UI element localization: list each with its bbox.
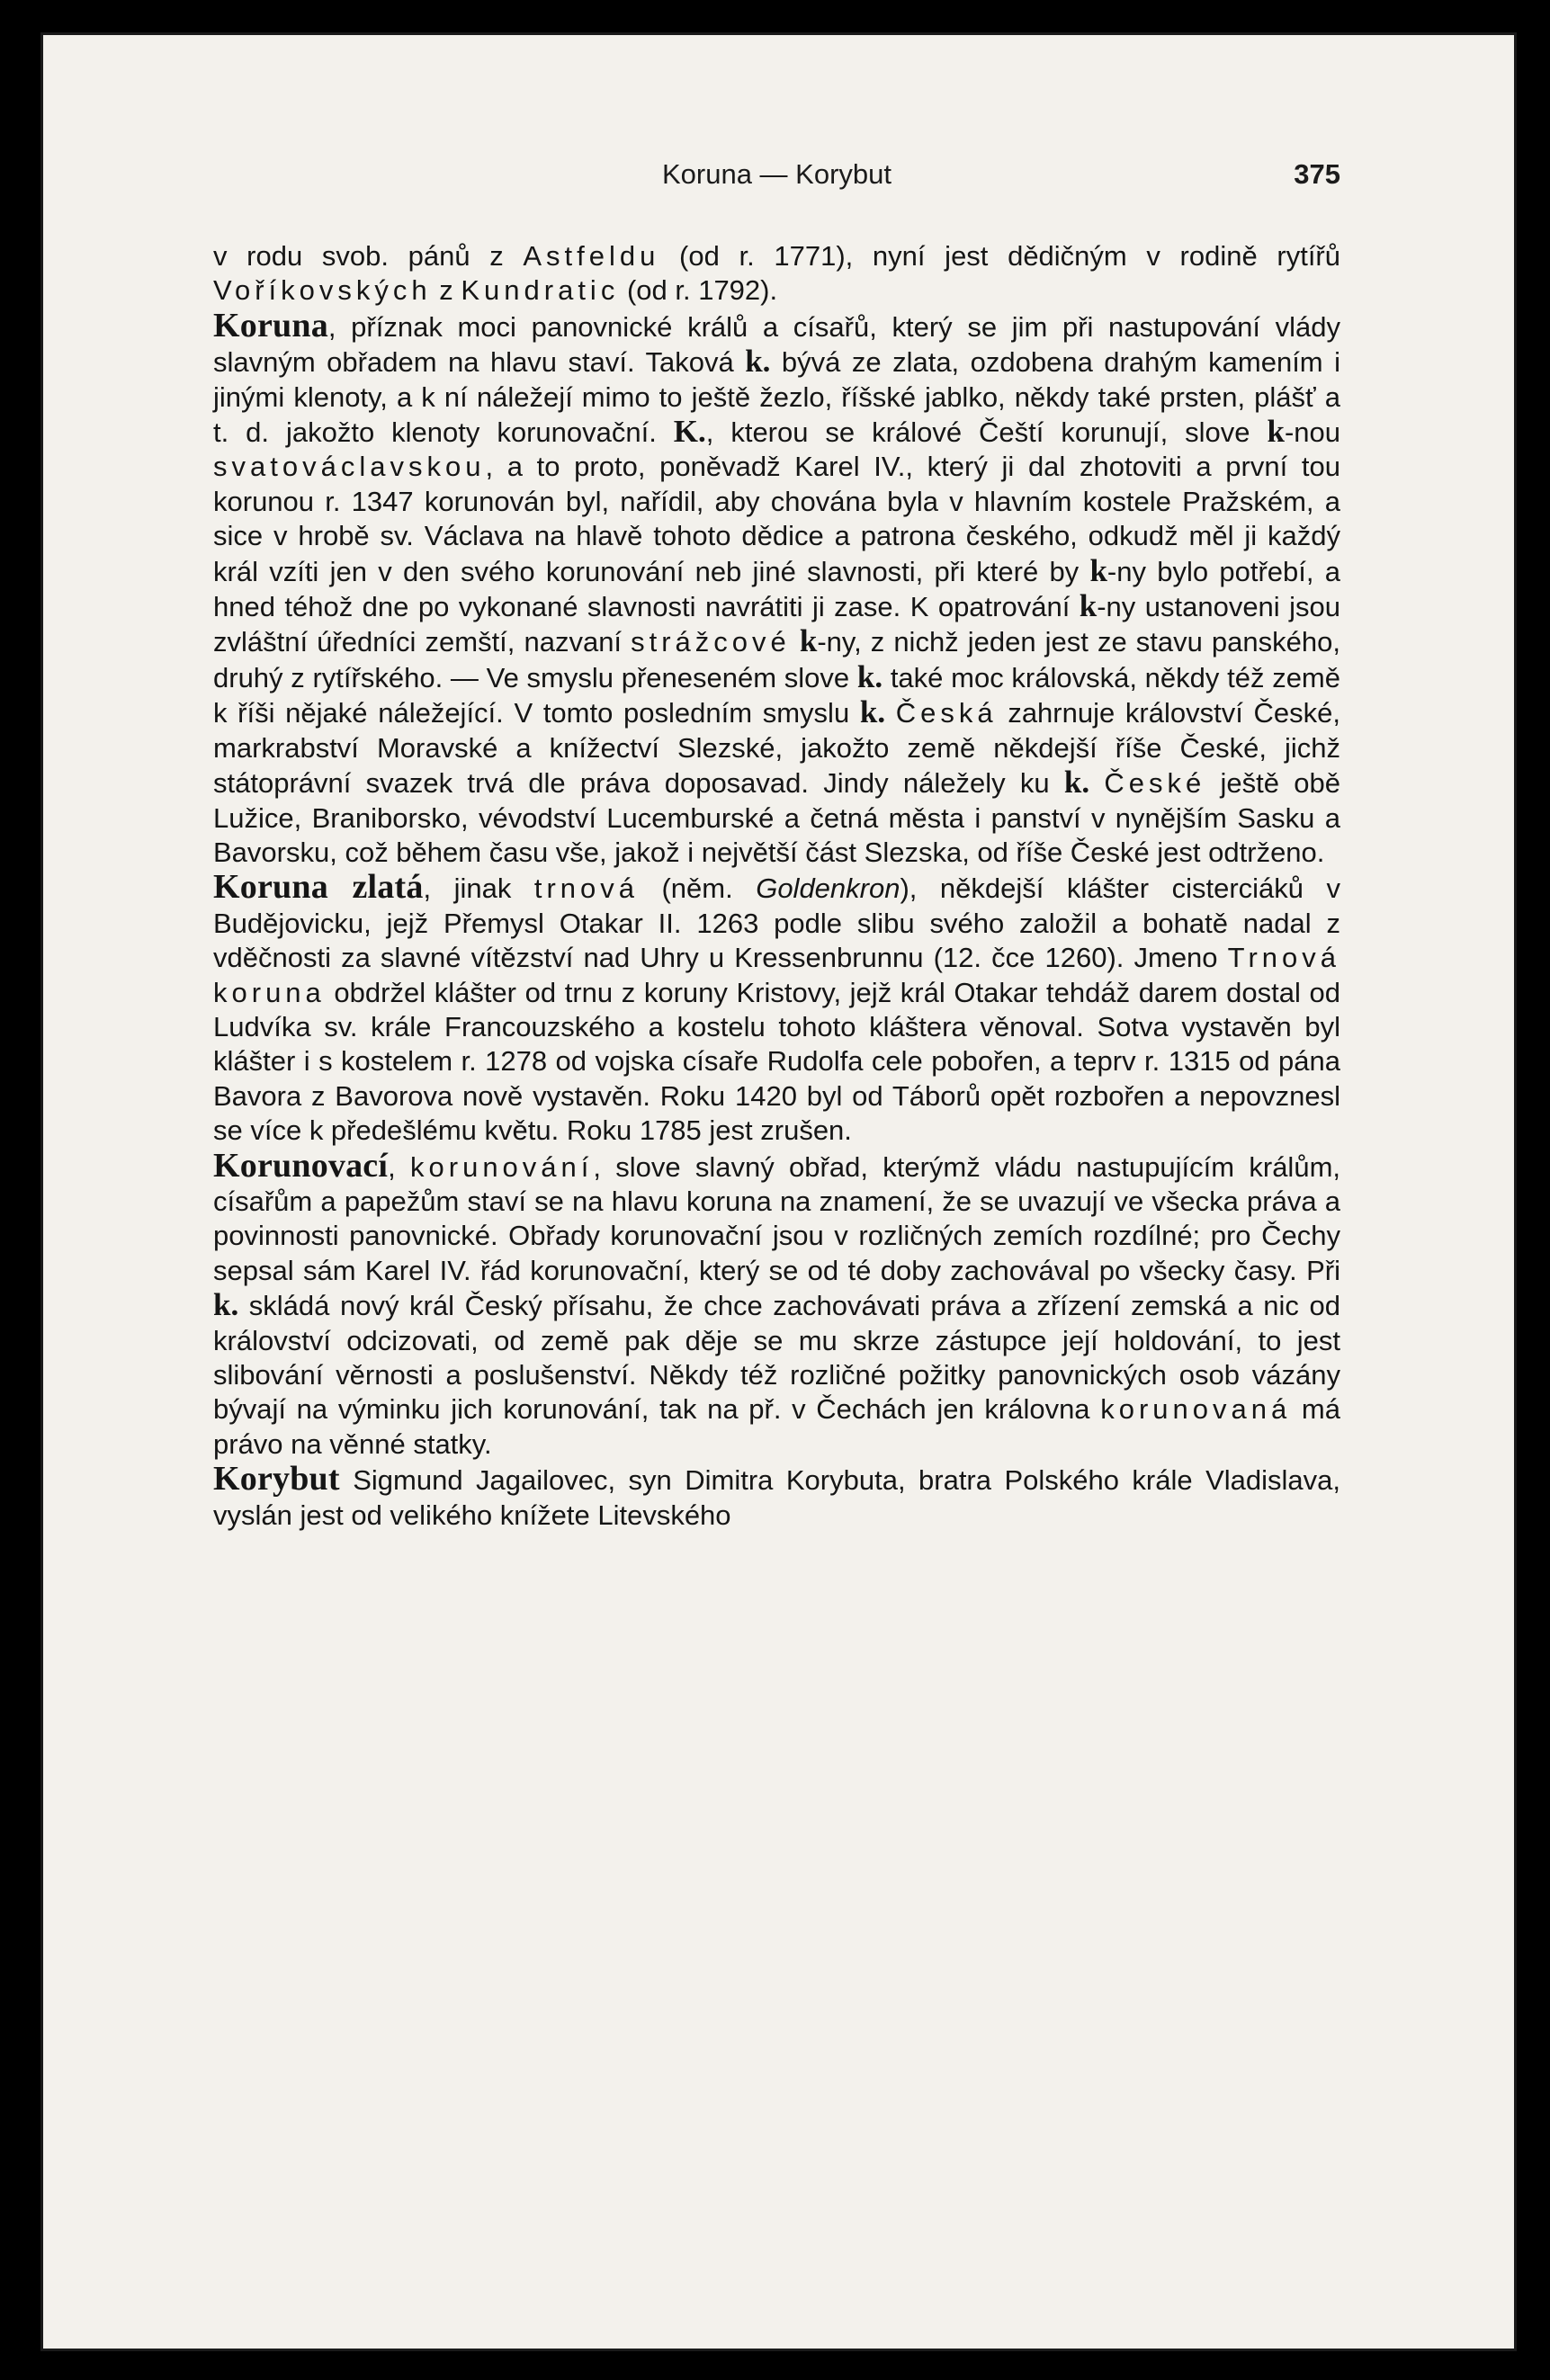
- text-run: z: [431, 274, 461, 307]
- spaced-term: svatováclavskou: [213, 451, 486, 483]
- text-run: ještě obě Lužice, Braniborsko, vévodství Lucemburské a četná města i panství v nynějším Sasku a Bavorsku, což během času vše, jakož i největší část Slezska, od říše České jest odtrženo.: [213, 767, 1340, 868]
- spaced-term: Trnová koruna: [213, 942, 1340, 1008]
- spaced-term: strážcové: [631, 626, 791, 658]
- abbreviation: k: [1079, 588, 1098, 624]
- entry-korybut: [213, 1462, 1340, 1533]
- text-run: -ny, z nichž jeden jest ze stavu panského, druhý z rytířského. — Ve smyslu přeneseném slove: [213, 626, 1340, 693]
- dictionary-text: [213, 239, 1340, 1533]
- spaced-term: Česká: [895, 697, 998, 729]
- spaced-term: korunování: [410, 1150, 594, 1183]
- headword: Korybut: [213, 1460, 340, 1499]
- headword: Koruna: [213, 306, 328, 344]
- text-run: -ny ustanoveni jsou zvláštní úředníci zemští, nazvaní: [213, 591, 1340, 658]
- page-number: 375: [1294, 158, 1340, 190]
- abbreviation: k: [799, 623, 818, 659]
- headword: Koruna zlatá: [213, 868, 424, 907]
- text-run: , slove slavný obřad, kterýmž vládu nastupujícím králům, císařům a papežům staví se na hlavu koruna na znamení, že se uvazují ve všecka práva a povinnosti panovnické. Obřady korunovační jsou v rozličných zemích rozdílné; pro Čechy sepsal sám Karel IV. řád korunovační, který se od té doby zachovával po všecky časy. Při: [213, 1150, 1341, 1286]
- text-run: [885, 697, 896, 729]
- abbreviation: k.: [856, 658, 883, 694]
- abbreviation: k.: [1063, 765, 1090, 801]
- entry-continuation: [213, 239, 1340, 309]
- abbreviation: K.: [673, 414, 706, 450]
- text-run: , a to proto, poněvadž Karel IV., který ji dal zhotoviti a první tou korunou r. 1347 korunován byl, nařídil, aby chována byla v hlavním kostele Pražském, a sice v hrobě sv. Václava na hlavě tohoto dědice a patrona českého, odkudž měl ji každý král vzíti jen v den svého korunování neb jiné slavnosti, při které by: [213, 451, 1340, 587]
- headword: Korunovací: [213, 1146, 389, 1185]
- text-run: ,: [388, 1150, 411, 1183]
- text-run: , příznak moci panovnické králů a císařů, který se jim při nastupování vlády slavným obřadem na hlavu staví. Taková: [213, 310, 1340, 379]
- abbreviation: k.: [859, 694, 886, 730]
- text-run: skládá nový král Český přísahu, že chce zachovávati práva a zřízení zemská a nic od království odcizovati, od země pak děje se mu skrze zástupce její holdování, to jest slibování věrnosti a poslušenství. Někdy též rozličné požitky panovnických osob vázány bývají na výminku jich korunování, tak na př. v Čechách jen královna: [213, 1290, 1340, 1426]
- page-header: [213, 158, 1340, 203]
- abbreviation: k.: [213, 1287, 239, 1323]
- italic-term: Goldenkron: [756, 872, 900, 905]
- spaced-term: trnová: [533, 872, 640, 905]
- entry-koruna-zlata: [213, 870, 1340, 1148]
- spaced-term: Kundratic: [461, 274, 620, 307]
- text-run: [1089, 767, 1104, 799]
- abbreviation: k: [1267, 414, 1285, 450]
- text-run: (od r. 1771), nyní jest dědičným v rodině rytířů: [659, 240, 1340, 272]
- spaced-term: Astfeldu: [523, 240, 660, 272]
- abbreviation: k.: [745, 344, 771, 380]
- spaced-term: České: [1104, 767, 1206, 800]
- text-run: (od r. 1792).: [619, 274, 778, 307]
- abbreviation: k: [1089, 552, 1107, 588]
- text-run: , jinak: [423, 872, 534, 905]
- text-run: obdržel klášter od trnu z koruny Kristovy, jejž král Otakar tehdáž darem dostal od Ludvíka sv. krále Francouzského a kostelu tohoto kláštera věnoval. Sotva vystavěn byl klášter i s kostelem r. 1278 od vojska císaře Rudolfa cele pobořen, a teprv r. 1315 od pána Bavora z Bavorova nově vystavěn. Roku 1420 byl od Táborů opět rozbořen a nepovznesl se více k předešlému květu. Roku 1785 jest zrušen.: [213, 976, 1340, 1147]
- text-run: ), někdejší klášter cisterciáků v Budějovicku, jejž Přemysl Otakar II. 1263 podle slibu svého založil a bohatě nadal z vděčnosti za slavné vítězství nad Uhry u Kressenbrunnu (12. čce 1260). Jmeno: [213, 872, 1340, 974]
- text-run: zahrnuje království České, markrabství Moravské a knížectví Slezské, jakožto země někdejší říše České, jichž státoprávní svazek trvá dle práva doposavad. Jindy náležely ku: [213, 697, 1340, 800]
- spaced-term: Voříkovských: [213, 274, 432, 307]
- text-run: , kterou se králové Čeští korunují, slove: [705, 416, 1268, 449]
- entry-koruna: [213, 306, 1340, 871]
- text-run: bývá ze zlata, ozdobena drahým kamením i jinými klenoty, a k ní náležejí mimo to ještě žezlo, říšské jablko, někdy také prsten, plášť a t. d. jakožto klenoty korunovační.: [213, 346, 1340, 449]
- text-run: Sigmund Jagailovec, syn Dimitra Korybuta, bratra Polského krále Vladislava, vyslán jest od velikého knížete Litevského: [213, 1464, 1340, 1531]
- text-run: (něm.: [639, 872, 757, 905]
- text-run: -ny bylo potřebí, a hned téhož dne po vykonané slavnosti navrátiti ji zase. K opatrování: [213, 555, 1340, 623]
- running-head: Koruna — Korybut: [661, 158, 892, 190]
- text-run: [791, 626, 800, 658]
- entry-korunovaci: [213, 1146, 1341, 1463]
- text-run: má právo na věnné statky.: [213, 1393, 1340, 1460]
- text-run: také moc královská, někdy též země k říši nějaké náležející. V tomto posledním smyslu: [213, 661, 1340, 729]
- spaced-term: korunovaná: [1100, 1393, 1292, 1426]
- text-run: -nou: [1284, 416, 1340, 449]
- text-run: v rodu svob. pánů z: [213, 240, 524, 272]
